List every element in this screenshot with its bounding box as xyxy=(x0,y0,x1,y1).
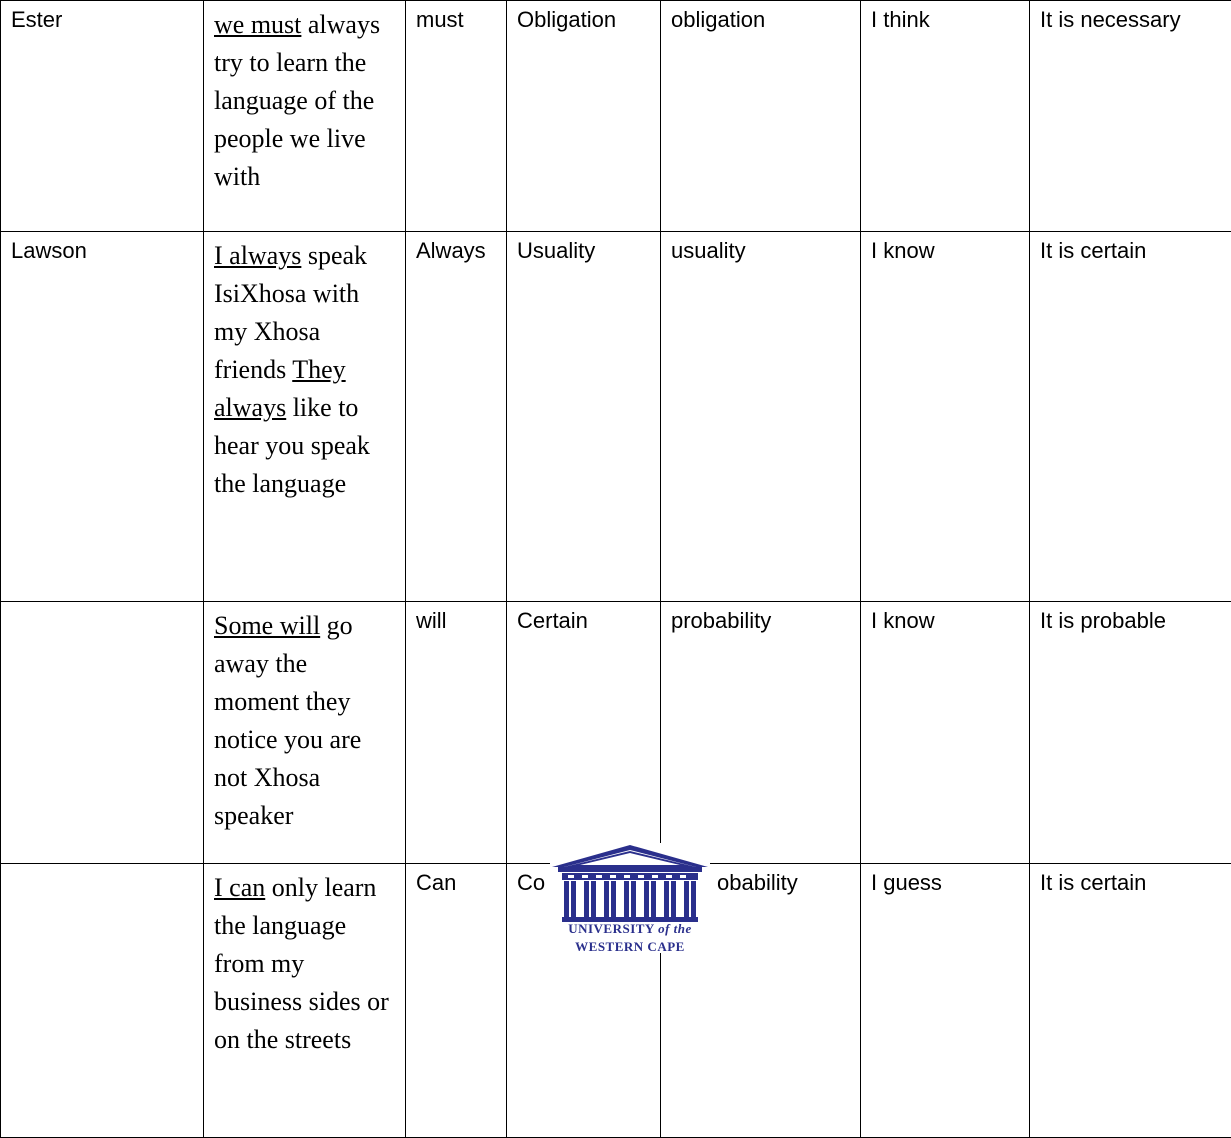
example-modal-phrase: we must xyxy=(214,10,301,39)
meaning-cell: It is certain xyxy=(1030,232,1231,602)
value-cell: I know xyxy=(861,232,1030,602)
example-cell xyxy=(204,864,406,1138)
table-row xyxy=(1,232,1231,602)
example-modal-phrase: They always xyxy=(214,355,346,422)
example-modal-phrase: Some will xyxy=(214,611,320,640)
value-cell: I know xyxy=(861,602,1030,864)
speaker-cell xyxy=(1,864,204,1138)
speaker-cell: Lawson xyxy=(1,232,204,602)
university-logo xyxy=(550,843,710,953)
category-cell: Certain xyxy=(507,602,661,864)
value-cell: I guess xyxy=(861,864,1030,1138)
category-cell: Usuality xyxy=(507,232,661,602)
speaker-cell: Ester xyxy=(1,1,204,232)
example-text: go away the moment they notice you are not Xhosa speaker xyxy=(214,611,361,830)
speaker-cell xyxy=(1,602,204,864)
modal-cell: Can xyxy=(406,864,507,1138)
modal-cell: Always xyxy=(406,232,507,602)
modal-cell: will xyxy=(406,602,507,864)
category-cell: Obligation xyxy=(507,1,661,232)
example-modal-phrase: I always xyxy=(214,241,301,270)
meaning-cell: It is certain xyxy=(1030,864,1231,1138)
building-icon xyxy=(550,843,710,923)
logo-line-2: WESTERN CAPE xyxy=(550,939,710,955)
example-cell xyxy=(204,1,406,232)
type-cell: usuality xyxy=(661,232,861,602)
example-modal-phrase: I can xyxy=(214,873,265,902)
table-row xyxy=(1,602,1231,864)
logo-of-the-text: of the xyxy=(658,921,692,936)
example-text: always try to learn the language of the people we live with xyxy=(214,10,380,191)
example-cell xyxy=(204,232,406,602)
meaning-cell: It is probable xyxy=(1030,602,1231,864)
logo-university-text: UNIVERSITY xyxy=(568,921,654,936)
type-cell: obligation xyxy=(661,1,861,232)
type-text: obability xyxy=(671,870,798,895)
category-cell: Co xyxy=(507,864,661,1138)
example-text: speak IsiXhosa with my Xhosa friends xyxy=(214,241,367,384)
value-cell: I think xyxy=(861,1,1030,232)
example-text: only learn the language from my business sides or on the streets xyxy=(214,873,389,1054)
modal-cell: must xyxy=(406,1,507,232)
meaning-cell: It is necessary xyxy=(1030,1,1231,232)
type-cell: probability xyxy=(661,602,861,864)
logo-line-1 xyxy=(550,921,710,937)
example-text: like to hear you speak the language xyxy=(214,393,370,498)
table-row xyxy=(1,1,1231,232)
example-cell xyxy=(204,602,406,864)
